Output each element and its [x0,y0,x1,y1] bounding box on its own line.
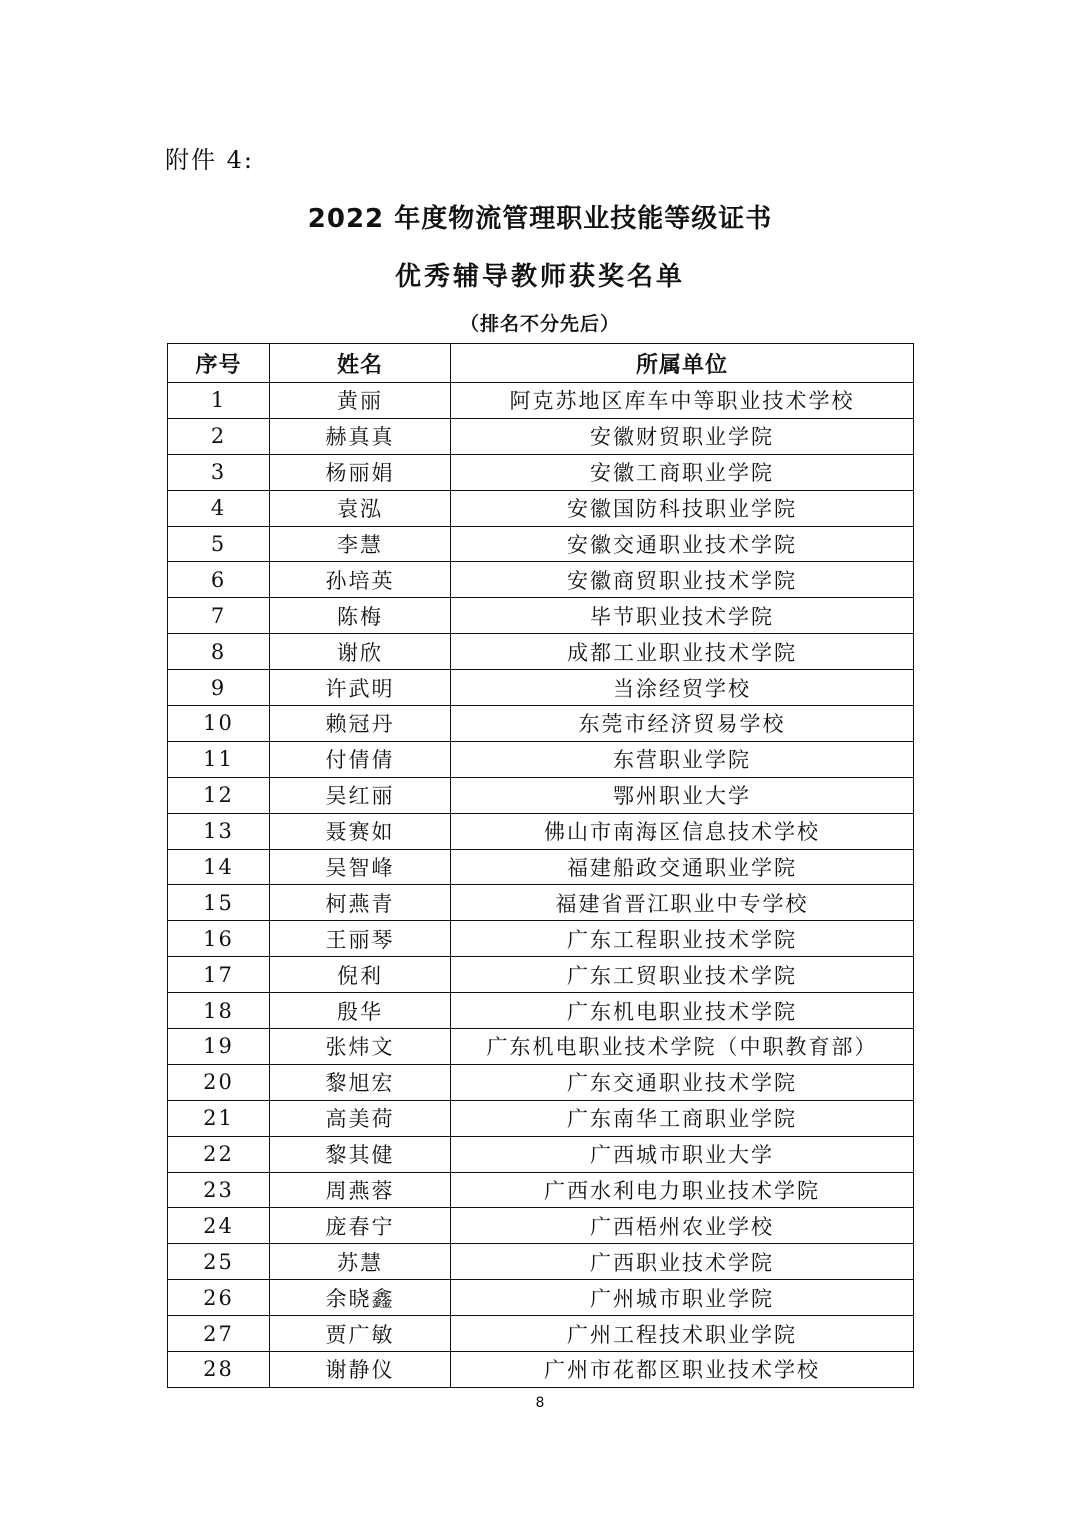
cell-name: 余晓鑫 [270,1280,451,1316]
cell-name: 殷华 [270,993,451,1029]
cell-name: 赫真真 [270,418,451,454]
table-row [168,1136,914,1172]
cell-number: 9 [168,670,270,706]
cell-unit: 安徽国防科技职业学院 [451,490,914,526]
cell-number: 2 [168,418,270,454]
award-table [167,343,914,1388]
table-row [168,562,914,598]
cell-name: 杨丽娟 [270,454,451,490]
cell-name: 许武明 [270,670,451,706]
table-row [168,777,914,813]
cell-unit: 安徽工商职业学院 [451,454,914,490]
cell-unit: 成都工业职业技术学院 [451,634,914,670]
cell-number: 22 [168,1136,270,1172]
table-row [168,418,914,454]
cell-name: 谢静仪 [270,1352,451,1388]
cell-unit: 安徽交通职业技术学院 [451,526,914,562]
header-name: 姓名 [270,344,451,383]
cell-unit: 广东机电职业技术学院 [451,993,914,1029]
cell-number: 21 [168,1100,270,1136]
table-row [168,885,914,921]
cell-number: 19 [168,1029,270,1065]
table-row [168,1352,914,1388]
cell-name: 黄丽 [270,383,451,419]
cell-number: 10 [168,706,270,742]
cell-name: 张炜文 [270,1029,451,1065]
table-row [168,1244,914,1280]
cell-number: 3 [168,454,270,490]
cell-unit: 广州工程技术职业学院 [451,1316,914,1352]
table-row [168,1280,914,1316]
cell-number: 20 [168,1064,270,1100]
cell-unit: 广东工贸职业技术学院 [451,957,914,993]
cell-unit: 佛山市南海区信息技术学校 [451,813,914,849]
cell-name: 黎旭宏 [270,1064,451,1100]
cell-name: 吴红丽 [270,777,451,813]
cell-unit: 东营职业学院 [451,741,914,777]
cell-unit: 福建船政交通职业学院 [451,849,914,885]
cell-unit: 广东南华工商职业学院 [451,1100,914,1136]
cell-number: 6 [168,562,270,598]
cell-unit: 广州市花都区职业技术学校 [451,1352,914,1388]
cell-name: 付倩倩 [270,741,451,777]
cell-number: 24 [168,1208,270,1244]
cell-unit: 当涂经贸学校 [451,670,914,706]
cell-name: 庞春宁 [270,1208,451,1244]
cell-number: 28 [168,1352,270,1388]
cell-number: 8 [168,634,270,670]
cell-name: 王丽琴 [270,921,451,957]
cell-number: 25 [168,1244,270,1280]
table-row [168,1172,914,1208]
document-title: 2022 年度物流管理职业技能等级证书 [307,204,773,234]
table-row [168,490,914,526]
table-row [168,1064,914,1100]
table-row [168,741,914,777]
cell-number: 14 [168,849,270,885]
cell-unit: 广东交通职业技术学院 [451,1064,914,1100]
cell-number: 13 [168,813,270,849]
cell-name: 谢欣 [270,634,451,670]
table-body [168,383,914,1388]
page-number: 8 [535,1395,545,1411]
cell-number: 7 [168,598,270,634]
cell-name: 苏慧 [270,1244,451,1280]
cell-number: 18 [168,993,270,1029]
cell-unit: 广西水利电力职业技术学院 [451,1172,914,1208]
cell-name: 袁泓 [270,490,451,526]
cell-number: 12 [168,777,270,813]
cell-name: 黎其健 [270,1136,451,1172]
cell-unit: 广东机电职业技术学院（中职教育部） [451,1029,914,1065]
cell-unit: 安徽财贸职业学院 [451,418,914,454]
table-row [168,706,914,742]
cell-name: 赖冠丹 [270,706,451,742]
cell-unit: 广西梧州农业学校 [451,1208,914,1244]
table-row [168,526,914,562]
cell-number: 11 [168,741,270,777]
cell-number: 5 [168,526,270,562]
cell-unit: 广东工程职业技术学院 [451,921,914,957]
table-row [168,634,914,670]
table-row [168,1100,914,1136]
table-row [168,921,914,957]
cell-unit: 鄂州职业大学 [451,777,914,813]
cell-unit: 福建省晋江职业中专学校 [451,885,914,921]
cell-number: 15 [168,885,270,921]
header-unit: 所属单位 [451,344,914,383]
cell-name: 柯燕青 [270,885,451,921]
cell-unit: 东莞市经济贸易学校 [451,706,914,742]
header-number: 序号 [168,344,270,383]
table-row [168,993,914,1029]
table-row [168,1029,914,1065]
table-row [168,383,914,419]
table-row [168,670,914,706]
cell-unit: 广州城市职业学院 [451,1280,914,1316]
cell-number: 26 [168,1280,270,1316]
cell-unit: 广西职业技术学院 [451,1244,914,1280]
cell-number: 17 [168,957,270,993]
cell-name: 周燕蓉 [270,1172,451,1208]
document-title-line2: 优秀辅导教师获奖名单 [394,262,685,292]
cell-unit: 毕节职业技术学院 [451,598,914,634]
cell-unit: 阿克苏地区库车中等职业技术学校 [451,383,914,419]
cell-name: 聂赛如 [270,813,451,849]
table-row [168,598,914,634]
cell-number: 16 [168,921,270,957]
table-row [168,1316,914,1352]
table-row [168,957,914,993]
cell-name: 吴智峰 [270,849,451,885]
cell-number: 1 [168,383,270,419]
attachment-label: 附件 4: [165,146,254,174]
ranking-note: （排名不分先后） [459,313,620,335]
table-row [168,813,914,849]
cell-number: 23 [168,1172,270,1208]
table-header-row [168,344,914,383]
cell-number: 27 [168,1316,270,1352]
cell-unit: 安徽商贸职业技术学院 [451,562,914,598]
cell-unit: 广西城市职业大学 [451,1136,914,1172]
cell-name: 贾广敏 [270,1316,451,1352]
cell-name: 陈梅 [270,598,451,634]
cell-name: 倪利 [270,957,451,993]
table-row [168,849,914,885]
table-row [168,1208,914,1244]
cell-number: 4 [168,490,270,526]
cell-name: 高美荷 [270,1100,451,1136]
cell-name: 孙培英 [270,562,451,598]
table-row [168,454,914,490]
cell-name: 李慧 [270,526,451,562]
